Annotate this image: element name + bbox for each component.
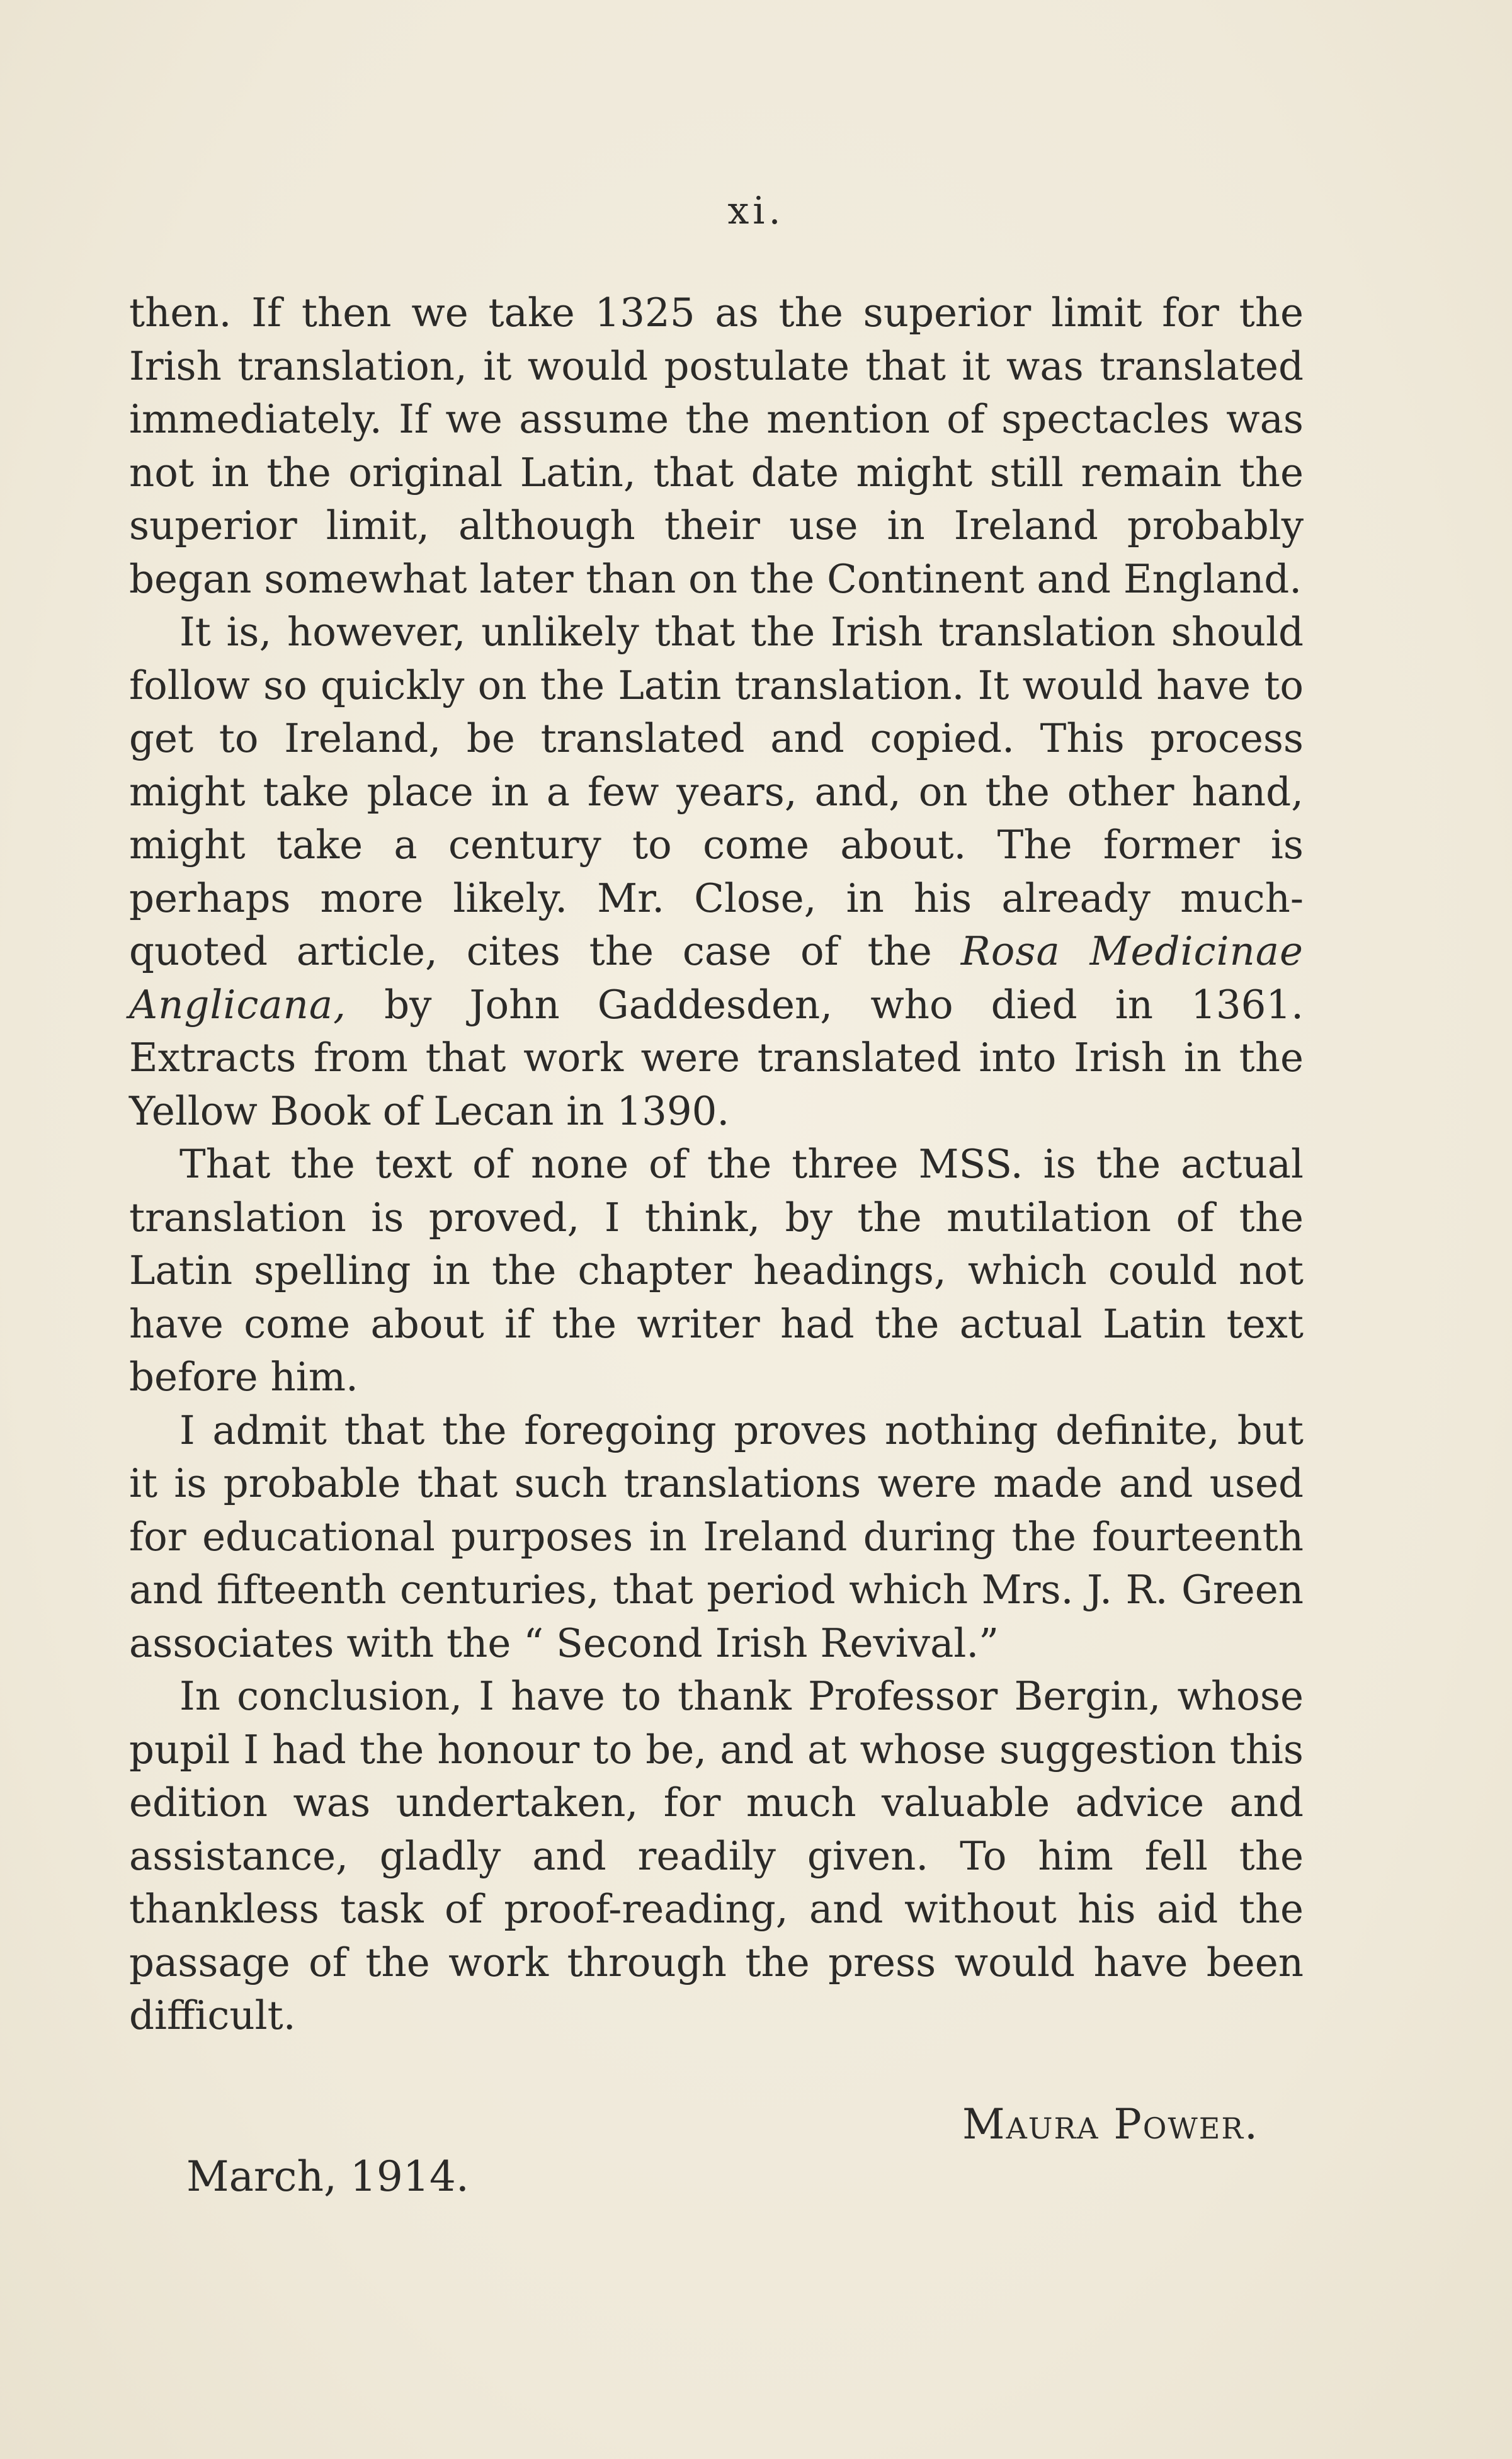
paragraph-5 bbox=[129, 1670, 1304, 2043]
paragraph-2-text-start: It is, however, unlikely that the Irish translation should follow so quickly on the Latin translation. It would have to get to Ireland, be translated and copied. This process might take place in a few years, and, on the other hand, might take a century to come about. The former is perhaps more likely. Mr. Close, in his already much-quoted article, cites the case of the bbox=[129, 609, 1304, 974]
paragraph-2-text-end: by John Gaddesden, who died in 1361. Extracts from that work were translated into Irish in the Yellow Book of Lecan in 1390. bbox=[129, 981, 1304, 1134]
paragraph-5-text: In conclusion, I have to thank Professor Bergin, whose pupil I had the honour to be, and at whose suggestion this edition was undertaken, for much valuable advice and assistance, gladly and readily given. To him fell the thankless task of proof-reading, and without his aid the passage of the work through the press would have been difficult. bbox=[129, 1673, 1304, 2038]
paragraph-3 bbox=[129, 1138, 1304, 1404]
body-text bbox=[129, 287, 1304, 2043]
paragraph-4-text: I admit that the foregoing proves nothing definite, but it is probable that such translations were made and used for educational purposes in Ireland during the fourteenth and fifteenth centuries, that period which Mrs. J. R. Green associates with the “ Second Irish Revival.” bbox=[129, 1407, 1304, 1666]
paragraph-4 bbox=[129, 1404, 1304, 1671]
paragraph-3-text: That the text of none of the three MSS. is the actual translation is proved, I think, by the mutilation of the Latin spelling in the chapter headings, which could not have come about if the writer had the actual Latin text before him. bbox=[129, 1141, 1304, 1400]
paragraph-1 bbox=[129, 287, 1304, 606]
paragraph-2 bbox=[129, 606, 1304, 1138]
author-signature: Maura Power. bbox=[962, 2100, 1259, 2149]
book-title-italic: Rosa Medicinae Anglicana, bbox=[129, 928, 1304, 1028]
paragraph-1-text: then. If then we take 1325 as the superior limit for the Irish translation, it would postulate that it was translated immediately. If we assume the mention of spectacles was not in the original Latin, that date might still remain the superior limit, although their use in Ireland probably began somewhat later than on the Continent and England. bbox=[129, 290, 1304, 602]
preface-date: March, 1914. bbox=[186, 2152, 469, 2201]
page-number: xi. bbox=[727, 189, 785, 233]
